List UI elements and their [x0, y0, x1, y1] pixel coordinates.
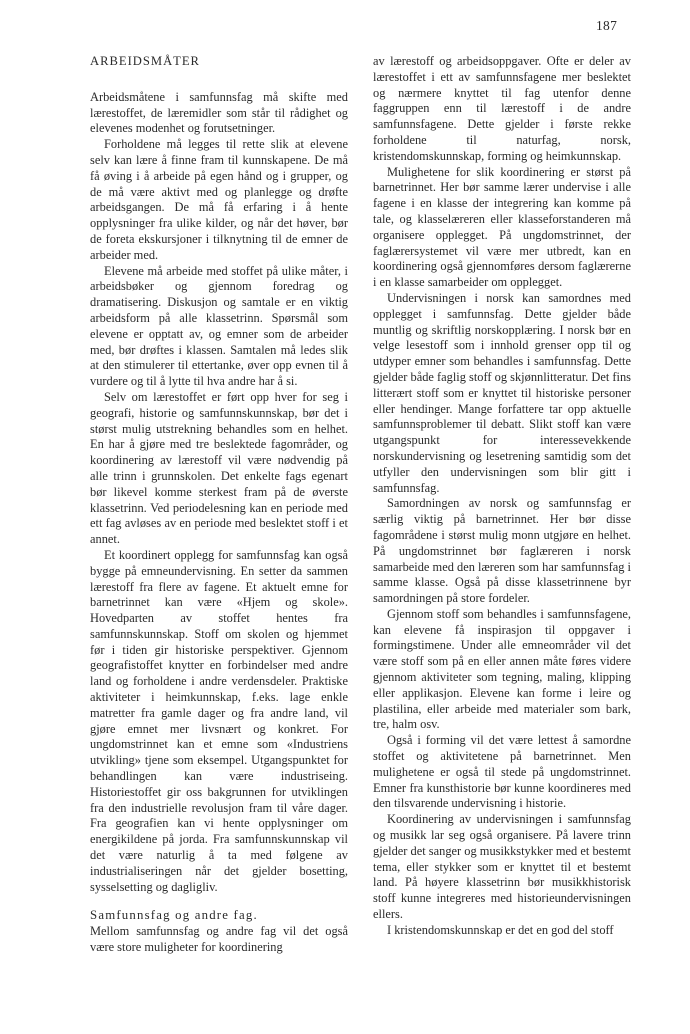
paragraph: Arbeidsmåtene i samfunnsfag må skifte med lærestoffet, de læremidler som står til rådighet og elevenes modenhet og forutsetninger.: [90, 89, 348, 136]
paragraph: Mulighetene for slik koordinering er størst på barnetrinnet. Her bør samme lærer undervise i alle fagene i en klasse der integrering kan komme på tale, og klasselæreren eller klasseforstanderen må organisere opplegget. På ungdomstrinnet, der faglærersystemet vil være mer utbredt, kan en koordinering også gjennomføres dersom faglærerne i en klasse samarbeider om opplegget.: [373, 164, 631, 290]
sub-heading: Samfunnsfag og andre fag.: [90, 908, 258, 923]
paragraph: Selv om lærestoffet er ført opp hver for seg i geografi, historie og samfunnskunnskap, bør det i størst mulig utstrekning behandles som en helhet. En har å gjøre med tre beslektede fagområder, og koordinering av lærestoff vil være nødvendig på alle trinn i grunnskolen. Det enkelte fags egenart bør likevel komme sterkest fram på de øverste klassetrinn. Ved periodelesning kan en periode med ett fag avløses av en periode med beslektet stoff i et annet.: [90, 389, 348, 547]
paragraph: Gjennom stoff som behandles i samfunnsfagene, kan elevene få inspirasjon til oppgaver i formingstimene. Under alle emneområder vil det være stoff som på en eller annen måte føres videre gjennom aktiviteter som tegning, maling, klipping eller applikasjon. Elevene kan forme i leire og plastilina, eller arbeide med materialer som bark, tre, halm osv.: [373, 606, 631, 732]
paragraph: Samordningen av norsk og samfunnsfag er særlig viktig på barnetrinnet. Her bør disse fagområdene i størst mulig monn utgjøre en helhet. På ungdomstrinnet bør faglæreren i norsk samarbeide med den læreren som har samfunnsfag i samme klasse. Også på disse klassetrinnene byr samordningen på store fordeler.: [373, 496, 631, 606]
paragraph: Undervisningen i norsk kan samordnes med opplegget i samfunnsfag. Dette gjelder både muntlig og skriftlig norskopplæring. I norsk bør en velge lesestoff som i innhold grenser opp til og utdyper emner som behandles i samfunnsfag. Dette gjelder både faglig stoff og skjønnlitteratur. Det fins litterært stoff som er knyttet til historiske personer eller hendinger. Mange forfattere tar opp aktuelle samfunnsproblemer til debatt. Slikt stoff kan være utgangspunkt for interessevekkende norskundervisning og lesetrening samtidig som det utfyller den undervisningen som blir gitt i samfunnsfag.: [373, 290, 631, 495]
paragraph: Også i forming vil det være lettest å samordne stoffet og aktivitetene på barnetrinnet. Men mulighetene er også til stede på ungdomstrinnet. Emner fra kunsthistorie bør kunne koordineres med den tilsvarende undervisning i historie.: [373, 733, 631, 811]
paragraph: av lærestoff og arbeidsoppgaver. Ofte er deler av lærestoffet i ett av samfunnsfagene mer beslektet og nærmere knyttet til fag utenfor denne faggruppen enn til lærestoff i de andre samfunnsfagene. Dette gjelder i første rekke forholdene til naturfag, norsk, kristendomskunnskap, forming og heimkunnskap.: [373, 54, 631, 163]
left-column: [90, 54, 348, 956]
section-heading: ARBEIDSMÅTER: [90, 54, 200, 68]
paragraph: Et koordinert opplegg for samfunnsfag kan også bygge på emneundervisning. En setter da sammen lærestoff fra flere av fagene. Et aktuelt emne for barnetrinnet kan være «Hjem og skole». Hovedparten av stoffet hentes fra samfunnskunnskap. Stoff om skolen og hjemmet før i tiden gir historiske perspektiver. Gjennom geografistoffet knytter en forbindelser med andre land og forholdene i andre verdensdeler. Praktiske aktiviteter i heimkunnskap, f.eks. lage enkle matretter fra gamle dager og fra andre land, vil gjøre emnet mer livsnært og konkret. For ungdomstrinnet kan et emne som «Industriens utvikling» tjene som eksempel. Utgangspunktet for behandlingen kan være industriseing. Historiestoffet gir oss bakgrunnen for utviklingen fra den industrielle revolusjon fram til våre dager. Fra geografien kan vi hente opplysninger om energikildene på jorda. Fra samfunnskunnskap vil det være naturlig å ta med følgene av industrialiseringen når det gjelder bosetting, sysselsetting og dagligliv.: [90, 547, 348, 894]
paragraph: Elevene må arbeide med stoffet på ulike måter, i arbeidsbøker og gjennom foredrag og dramatisering. Diskusjon og samtale er en viktig arbeidsform på alle klassetrinn. Spørsmål som elevene er opptatt av, og emner som de arbeider med, bør drøftes i klassen. Samtalen må ledes slik at den stimulerer til ettertanke, øver opp evnen til å vurdere og til å lytte til hva andre har å si.: [90, 263, 348, 389]
paragraph: Mellom samfunnsfag og andre fag vil det også være store muligheter for koordinering: [90, 924, 348, 955]
paragraph: Forholdene må legges til rette slik at elevene selv kan lære å finne fram til kunnskapene. De må få øving i å arbeide på egen hånd og i grupper, og de må være aktivt med og planlegge og drøfte arbeidsgangen. De må få erfaring i å hente opplysninger fra ulike kilder, og når det høver, bør de foreta ekskursjoner i tilknytning til de emner de arbeider med.: [90, 137, 348, 262]
page-number: 187: [596, 18, 618, 33]
right-column: [373, 54, 631, 939]
spacer: [90, 895, 348, 908]
paragraph: Koordinering av undervisningen i samfunnsfag og musikk lar seg også organisere. På lavere trinn gjelder det sanger og musikkstykker med et bestemt tema, eller stykker som er knyttet til et bestemt land. På høyere klassetrinn bør musikkhistorisk stoff kunne integreres med historieundervisningen ellers.: [373, 812, 631, 922]
paragraph: I kristendomskunnskap er det en god del stoff: [387, 922, 614, 937]
